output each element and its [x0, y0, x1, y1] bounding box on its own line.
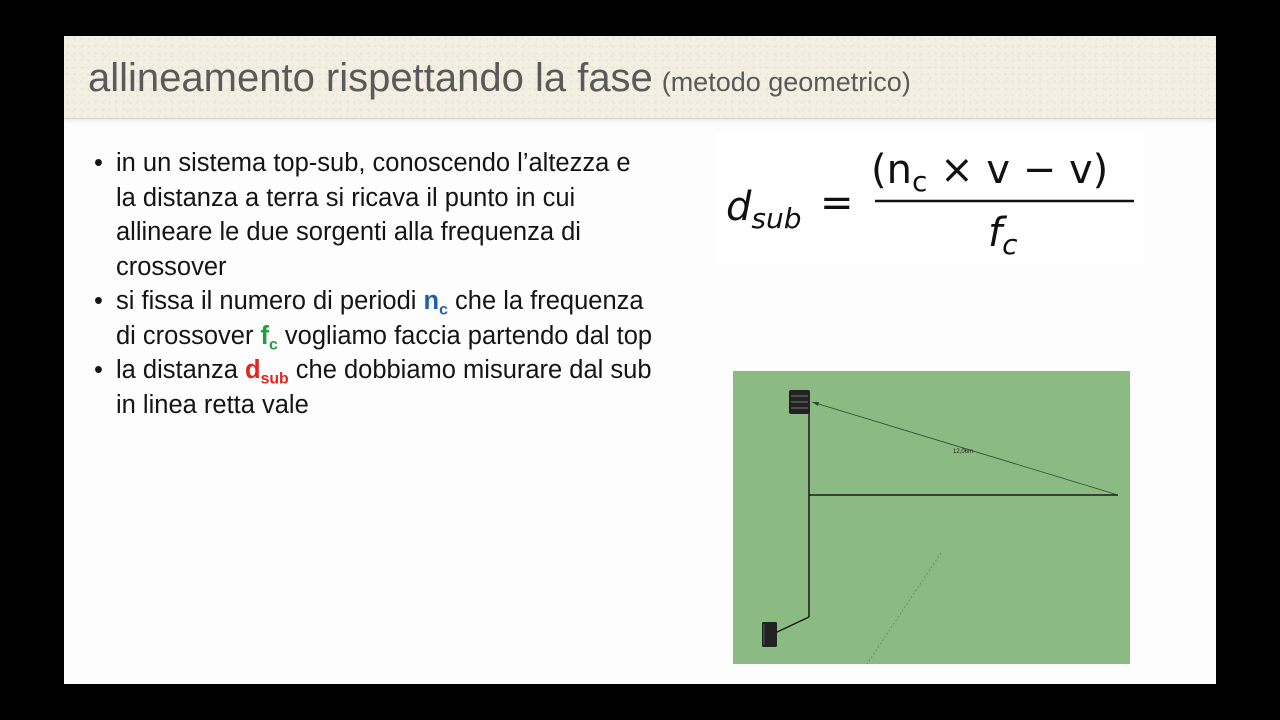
arrow-head [812, 402, 819, 406]
top-speaker-icon [789, 390, 810, 414]
distance-label: 12,06m [953, 449, 974, 455]
title-subtitle: (metodo geometrico) [661, 67, 911, 97]
symbol-dsub: $d_{sub}$ [245, 356, 289, 388]
bullet-text: si fissa il numero di periodi [116, 287, 424, 315]
geometry-diagram [733, 371, 1130, 664]
bullet-text: vogliamo faccia partendo dal top [277, 321, 653, 350]
formula [716, 132, 1144, 264]
symbol-nc: $n_c$ [423, 287, 448, 319]
sub-speaker-icon [762, 622, 777, 647]
formula-equals: = [820, 180, 854, 226]
formula-numerator: $(n_c \times v - v)$ [871, 147, 1109, 198]
symbol-fc: $f_c$ [260, 321, 278, 354]
bullet-item [94, 284, 654, 353]
bullet-text: la distanza [116, 356, 245, 384]
bullet-text: che la frequenza di crossover [116, 287, 644, 350]
slide-title [88, 56, 911, 101]
bullet-text: che dobbiamo misurare dal sub in linea retta vale [116, 356, 652, 419]
title-bar [64, 36, 1216, 119]
slide [64, 36, 1216, 684]
sub-connector-line [775, 617, 809, 633]
formula-denominator: $f_c$ [988, 210, 1018, 261]
formula-lhs: $d_{sub}$ [726, 184, 802, 235]
bullet-list [94, 146, 654, 422]
title-main: allineamento rispettando la fase [88, 56, 653, 100]
bullet-text: in un sistema top-sub, conoscendo l’altezza e la distanza a terra si ricava il punto in cui allineare le due sorgenti alla frequenza di crossover [116, 149, 631, 281]
dotted-guide-line [867, 553, 941, 664]
bullet-item [94, 353, 654, 422]
bullet-item [94, 146, 654, 284]
